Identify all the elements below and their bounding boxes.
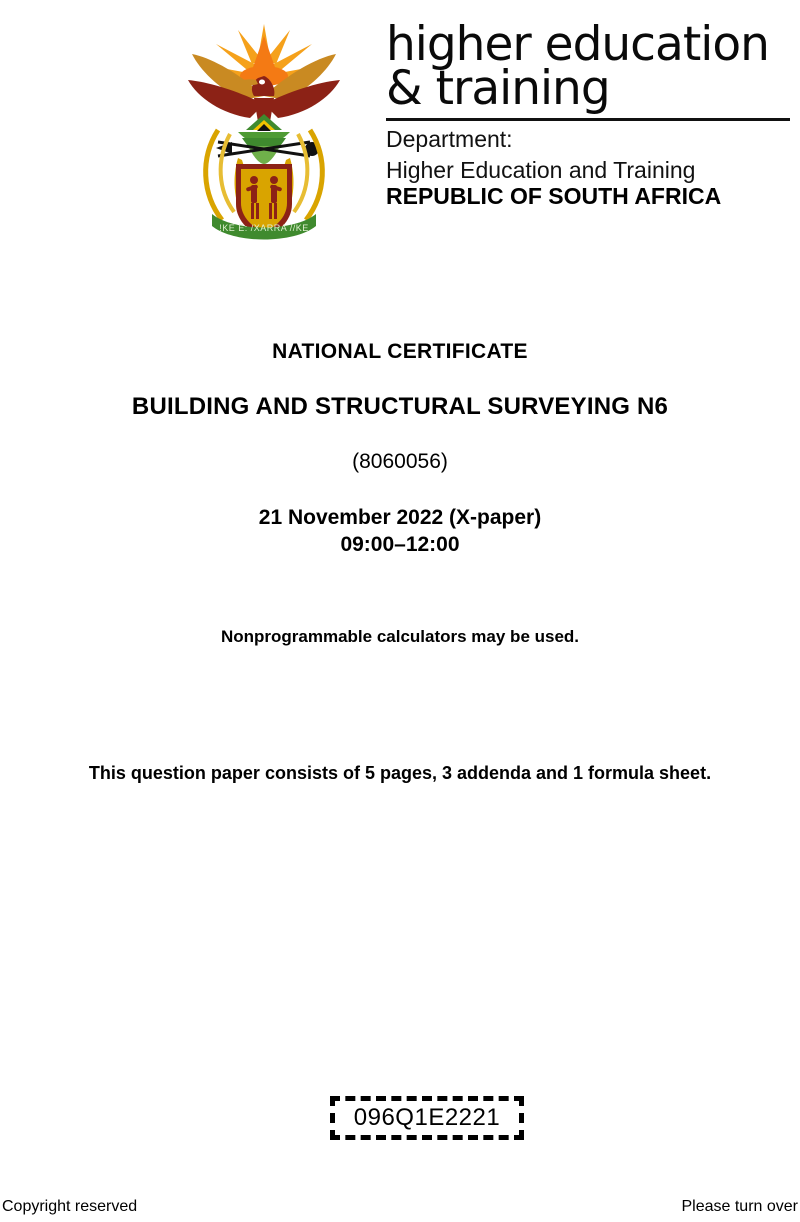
logo-line-2: & training — [386, 61, 610, 116]
south-african-coat-of-arms-icon — [178, 18, 350, 246]
turn-over-notice: Please turn over — [681, 1198, 798, 1215]
logo-divider-rule — [386, 118, 790, 121]
copyright-notice: Copyright reserved — [2, 1198, 138, 1215]
subject-code: (8060056) — [352, 450, 448, 473]
subject-title: BUILDING AND STRUCTURAL SURVEYING N6 — [131, 393, 669, 420]
exam-time: 09:00–12:00 — [340, 533, 460, 556]
logo-wordmark — [386, 17, 796, 209]
country-name: REPUBLIC OF SOUTH AFRICA — [386, 183, 722, 209]
department-label: Department: — [386, 126, 513, 152]
page-count-statement: This question paper consists of 5 pages, 3 addenda and 1 formula sheet. — [88, 763, 712, 783]
calculator-instruction: Nonprogrammable calculators may be used. — [220, 627, 580, 646]
page-footer — [0, 1198, 800, 1222]
department-name: Higher Education and Training — [386, 157, 696, 183]
paper-code-value: 096Q1E2221 — [353, 1104, 501, 1131]
motto-text: !KE E: /XARRA //KE — [219, 223, 309, 233]
paper-code-box — [330, 1096, 524, 1140]
logo-line-1: higher education — [386, 17, 769, 72]
document-header — [0, 8, 800, 248]
exam-datetime — [0, 504, 800, 558]
protea-ornament — [238, 114, 290, 164]
exam-date: 21 November 2022 (X-paper) — [258, 506, 542, 529]
qualification-title: NATIONAL CERTIFICATE — [272, 340, 528, 363]
